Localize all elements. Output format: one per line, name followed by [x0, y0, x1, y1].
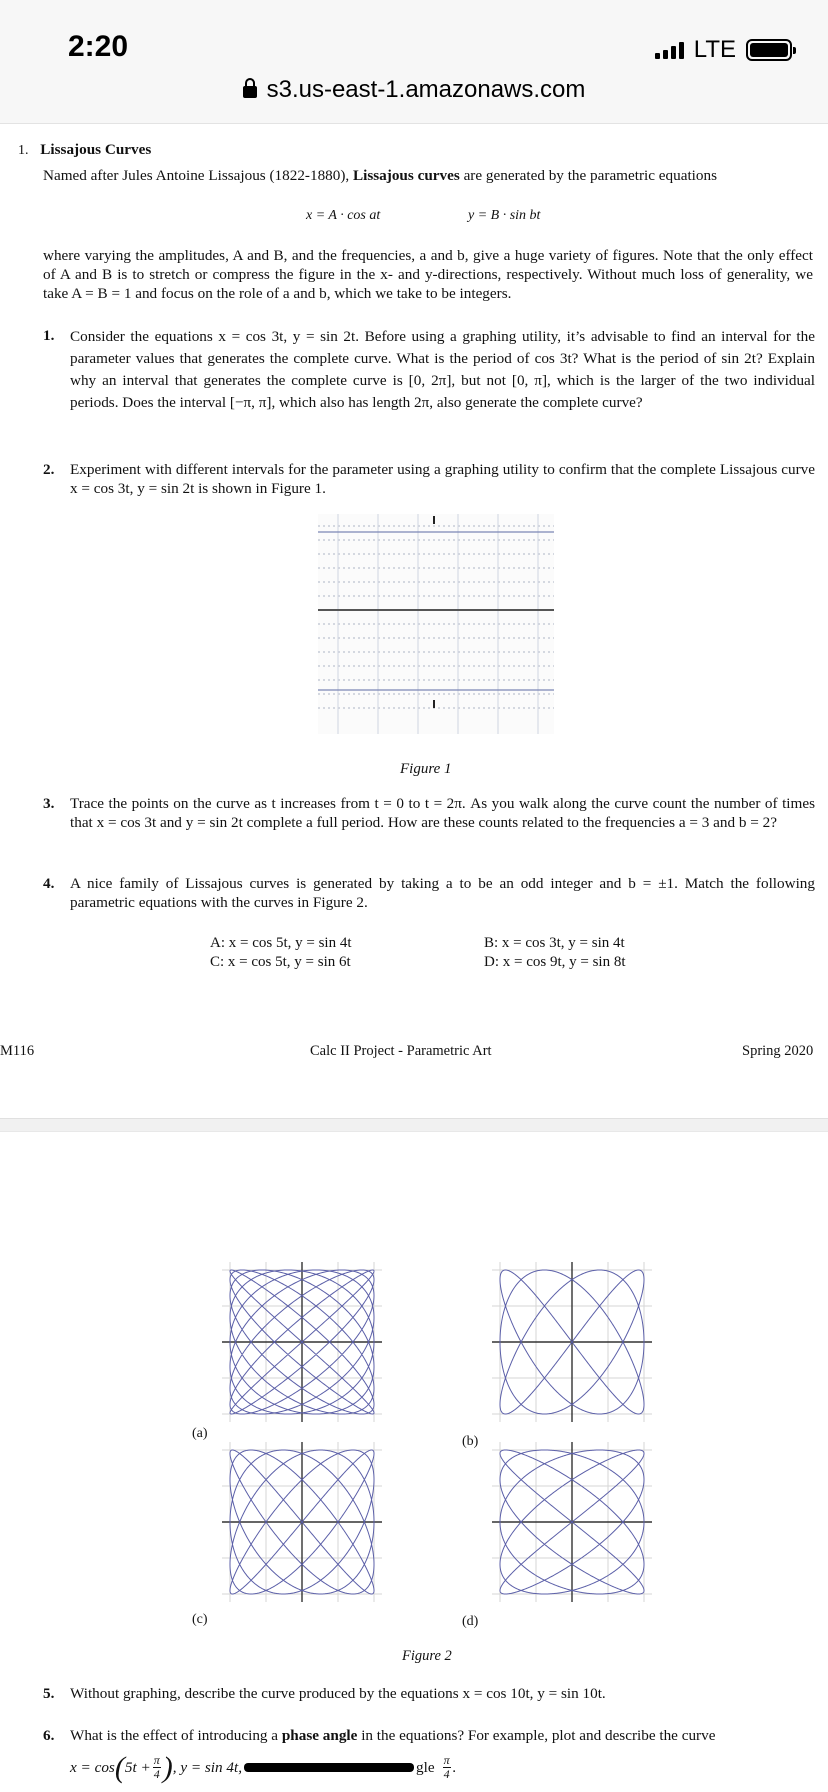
signal-icon: [655, 41, 684, 59]
question-number: 3.: [43, 795, 55, 812]
frac-bottom: 4: [443, 1766, 450, 1781]
choice-c: C: x = cos 5t, y = sin 6t: [210, 954, 351, 970]
section-title: Lissajous Curves: [40, 141, 152, 158]
footer-course: M116: [0, 1043, 35, 1059]
plot-b: [492, 1262, 652, 1422]
frac-bottom: 4: [153, 1766, 160, 1781]
question-text: Without graphing, describe the curve produced by the equations x = cos 10t, y = sin 10t.: [70, 1685, 606, 1702]
plot-d: [492, 1442, 652, 1602]
eq-tail: gle: [416, 1758, 435, 1776]
plot-c: [222, 1442, 382, 1602]
eq-prefix: x = cos: [70, 1758, 115, 1776]
question-text: [70, 1726, 815, 1745]
footer-term: Spring 2020: [742, 1043, 814, 1059]
question-text: Consider the equations x = cos 3t, y = sin 2t. Before using a graphing utility, it’s advisable to find an interval for the parameter values that generates the complete curve. What is the period of cos 3t? What is the period of sin 2t? Explain why an interval that generates the complete curve is [0, 2π], but not [0, π], which is the larger of the two individual periods. Does the interval [−π, π], which also has length 2π, also generate the complete curve?: [70, 328, 815, 411]
figure-1-plot: [318, 514, 554, 734]
eq-y: y = sin 4t,: [180, 1758, 243, 1776]
battery-icon: [746, 39, 792, 61]
network-label: LTE: [693, 36, 736, 63]
fraction-pi-over-4-end: [443, 1754, 451, 1781]
choice-d: D: x = cos 9t, y = sin 8t: [484, 954, 626, 970]
plot-a: [222, 1262, 382, 1422]
paren-close: ): [162, 1750, 173, 1784]
plot-d-label: (d): [462, 1614, 479, 1629]
plot-b-label: (b): [462, 1434, 479, 1449]
frac-top: π: [153, 1752, 160, 1767]
question-number: 5.: [43, 1685, 55, 1702]
status-time: 2:20: [68, 30, 129, 63]
intro-bold: Lissajous curves: [353, 167, 460, 184]
footer-title: Calc II Project - Parametric Art: [310, 1043, 492, 1059]
fraction-pi-over-4: [153, 1754, 161, 1781]
question-4: [43, 874, 815, 912]
question-1: [43, 326, 815, 414]
intro-text: Named after Jules Antoine Lissajous (1822-1880),: [43, 167, 354, 184]
question-5: [43, 1684, 815, 1703]
plot-a-label: (a): [192, 1426, 208, 1441]
figure-2-caption: Figure 2: [402, 1648, 452, 1664]
question-number: 6.: [43, 1727, 55, 1744]
amplitude-paragraph: where varying the amplitudes, A and B, and the frequencies, a and b, give a huge variety of figures. Note that the only effect of A and B is to stretch or compress the figure in the x- and y-directions, respectively. Without much loss of generality, we take A = B = 1 and focus on the role of a and b, which we take to be integers.: [43, 247, 813, 302]
q6-text-b: in the equations? For example, plot and describe the curve: [357, 1727, 716, 1744]
status-indicators: [655, 36, 792, 64]
question-text: A nice family of Lissajous curves is generated by taking a to be an odd integer and b = ±1. Match the following parametric equations with the curves in Figure 2.: [70, 875, 815, 911]
document-page-1: [0, 130, 828, 1115]
choice-a: A: x = cos 5t, y = sin 4t: [210, 935, 352, 951]
paren-open: (: [114, 1750, 125, 1784]
question-6: [43, 1726, 815, 1783]
redaction-mark: [244, 1763, 414, 1772]
question-text: Experiment with different intervals for the parameter using a graphing utility to confirm that the complete Lissajous curve x = cos 3t, y = sin 2t is shown in Figure 1.: [70, 461, 815, 497]
equation-x: x = A · cos at: [306, 208, 381, 223]
plot-c-label: (c): [192, 1612, 208, 1627]
intro-paragraph: [43, 166, 813, 185]
matching-choices: [210, 934, 770, 972]
browser-chrome: [0, 0, 828, 124]
phase-equation: x = cos ( 5t + $\frac{\pi}{4}$ ) , y = sin 4t, gle $\frac{\pi}{4}$ .: [70, 1750, 457, 1784]
equation-y: y = B · sin bt: [468, 208, 541, 223]
q6-bold: phase angle: [281, 1727, 358, 1744]
section-number: 1.: [18, 143, 29, 158]
page-divider: [0, 1118, 828, 1132]
lock-icon: [243, 86, 257, 98]
question-text: Trace the points on the curve as t increases from t = 0 to t = 2π. As you walk along the curve count the number of times that x = cos 3t and y = sin 2t complete a full period. How are these counts related to the frequencies a = 3 and b = 2?: [70, 795, 815, 831]
address-bar[interactable]: [0, 76, 828, 104]
eq-inner: 5t +: [124, 1758, 151, 1776]
choice-b: B: x = cos 3t, y = sin 4t: [484, 935, 625, 951]
figure-1-image: [318, 514, 554, 734]
question-3: [43, 794, 815, 832]
section-heading: [18, 140, 151, 160]
figure-1-caption: Figure 1: [400, 761, 452, 777]
question-number: 2.: [43, 461, 55, 478]
url-text: s3.us-east-1.amazonaws.com: [266, 76, 586, 103]
q6-text-a: What is the effect of introducing a: [70, 1727, 282, 1744]
question-number: 1.: [43, 327, 55, 344]
intro-text-end: are generated by the parametric equations: [459, 167, 717, 184]
question-number: 4.: [43, 875, 55, 892]
question-2: [43, 460, 815, 498]
frac-top: π: [443, 1752, 450, 1767]
